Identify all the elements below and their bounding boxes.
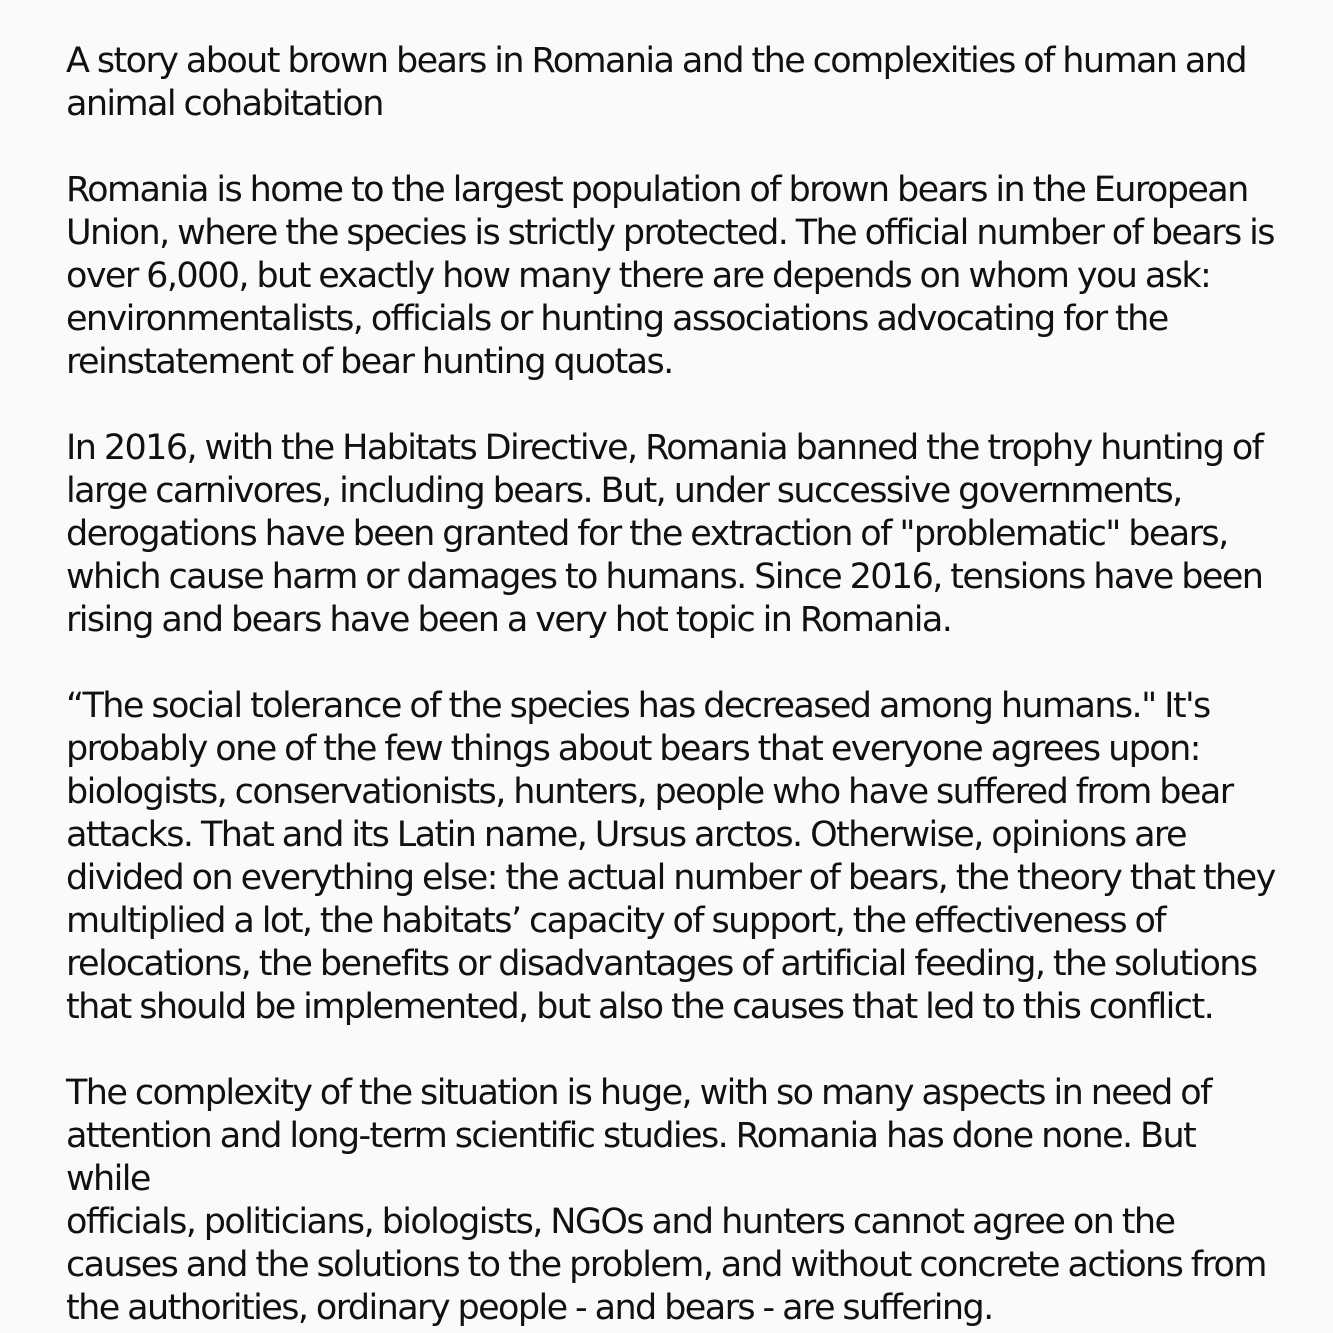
article-subtitle: A story about brown bears in Romania and the complexities of human and animal cohabitation (66, 41, 1246, 124)
paragraph-complexity: The complexity of the situation is huge, with so many aspects in need of attention and long-term scientific studies. Romania has done none. But while officials, politicians, biologists, NGOs and hunters cannot agree on the causes and the solutions to the problem, and without concrete actions from the authorities, ordinary people - and bears - are suffering. (66, 1073, 1266, 1328)
paragraph-population: Romania is home to the largest population of brown bears in the European Union, where the species is strictly protected. The official number of bears is over 6,000, but exactly how many there are depends on whom you ask: environmentalists, officials or hunting associations advocating for the reinstatement of bear hunting quotas. (66, 170, 1274, 382)
paragraph-hunting-ban: In 2016, with the Habitats Directive, Romania banned the trophy hunting of large carnivores, including bears. But, under successive governments, derogations have been granted for the extraction of "problematic" bears, which cause harm or damages to humans. Since 2016, tensions have been rising and bears have been a very hot topic in Romania. (66, 428, 1263, 640)
paragraph-social-tolerance: “The social tolerance of the species has decreased among humans." It's probably one of the few things about bears that everyone agrees upon: biologists, conservationists, hunters, people who have suffered from bear attacks. That and its Latin name, Ursus arctos. Otherwise, opinions are divided on everything else: the actual number of bears, the theory that they multiplied a lot, the habitats’ capacity of support, the effectiveness of relocations, the benefits or disadvantages of artificial feeding, the solutions that should be implemented, but also the causes that led to this conflict. (66, 686, 1275, 1027)
article-body (66, 40, 1286, 1330)
